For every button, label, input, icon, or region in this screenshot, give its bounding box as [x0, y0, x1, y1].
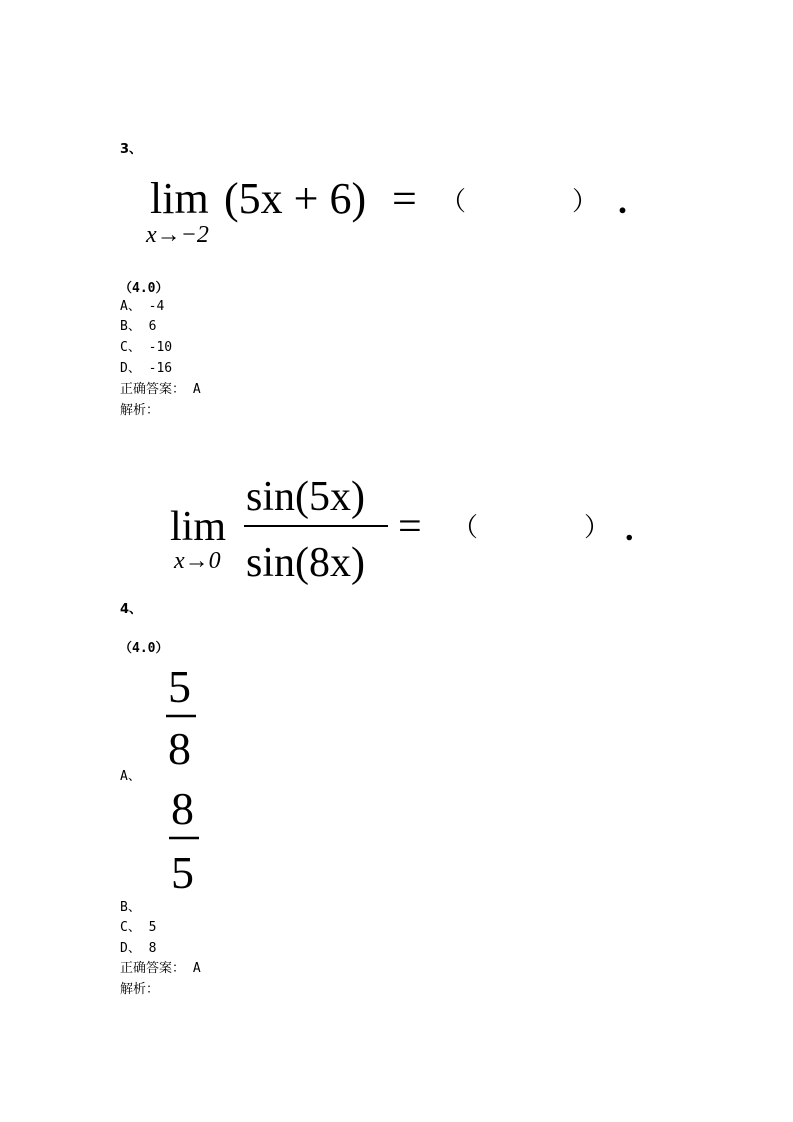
fraction-numerator: 8: [171, 783, 194, 834]
question-4-formula: [160, 470, 660, 595]
option-value: -4: [148, 299, 165, 314]
q4-correct-answer: [120, 959, 201, 979]
option-label: C、: [120, 340, 141, 355]
option-label: B、: [120, 319, 141, 334]
q4-lim: lim: [170, 504, 227, 550]
fraction-denominator: 8: [168, 723, 191, 774]
q3-option-a: [120, 297, 164, 317]
option-value: 6: [148, 319, 157, 334]
q4-option-d: [120, 939, 156, 959]
q3-expression: (5x + 6): [224, 174, 367, 223]
q3-option-b: [120, 317, 156, 337]
option-label: D、: [120, 941, 141, 956]
fraction-denominator: 5: [171, 847, 194, 896]
q4-lim-subscript: x→0: [174, 548, 221, 574]
answer-value: A: [192, 382, 201, 397]
option-label: D、: [120, 361, 141, 376]
q3-blank-open: （: [440, 187, 467, 217]
option-label: C、: [120, 920, 141, 935]
question-3-number: 3、: [120, 142, 143, 157]
q4-period: .: [625, 511, 634, 548]
option-value: -10: [148, 340, 173, 355]
option-label: A、: [120, 299, 141, 314]
question-3-formula: [140, 168, 660, 248]
q4-blank-close: ）: [584, 513, 611, 543]
option-value: 5: [148, 920, 157, 935]
q3-period: .: [618, 181, 627, 221]
q4-option-b-fraction: [163, 780, 213, 896]
answer-label: 正确答案：: [120, 961, 186, 976]
q3-lim-subscript: x→−2: [146, 222, 209, 248]
question-4-score: （4.0）: [119, 641, 169, 656]
q4-blank-open: （: [452, 513, 479, 543]
option-value: -16: [148, 361, 173, 376]
question-3-score: （4.0）: [119, 281, 169, 296]
q4-option-c: [120, 918, 156, 938]
fraction-numerator: 5: [168, 661, 191, 712]
answer-label: 正确答案：: [120, 382, 186, 397]
q3-lim: lim: [150, 174, 209, 223]
question-4-number: 4、: [120, 602, 143, 617]
q4-option-a-label: A、: [120, 769, 141, 784]
q3-equals: =: [392, 174, 417, 223]
q4-numerator: sin(5x): [246, 474, 365, 520]
q3-option-c: [120, 338, 172, 358]
q3-correct-answer: [120, 380, 201, 400]
q4-equals: =: [398, 504, 422, 550]
q4-option-a-fraction: [160, 658, 210, 774]
q3-blank-close: ）: [572, 187, 599, 217]
option-value: 8: [148, 941, 157, 956]
q4-denominator: sin(8x): [246, 540, 365, 586]
q3-analysis-label: 解析：: [120, 403, 160, 418]
q4-option-b-label: B、: [120, 900, 141, 915]
q3-option-d: [120, 359, 172, 379]
q4-analysis-label: 解析：: [120, 982, 160, 997]
answer-value: A: [192, 961, 201, 976]
